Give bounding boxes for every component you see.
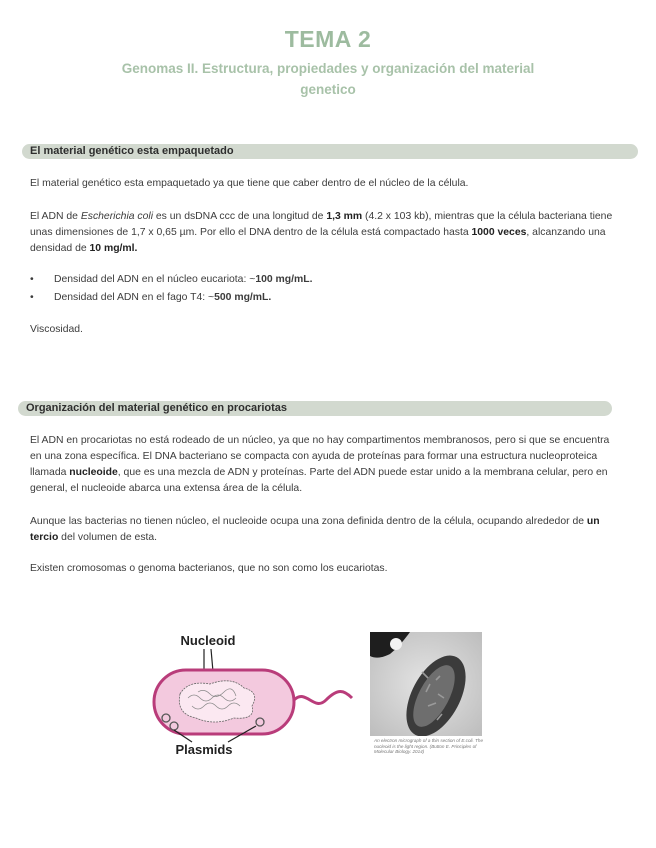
page-subtitle: Genomas II. Estructura, propiedades y organización del material genetico bbox=[121, 61, 535, 97]
bold-text: 10 mg/ml. bbox=[89, 243, 138, 254]
text: , alcanzando una densidad de bbox=[30, 227, 606, 254]
text: , que es una mezcla de ADN y proteínas. Parte del ADN puede estar unido a la membrana celular, pero en general, el nucleoide abarca una extensa área de la célula. bbox=[30, 467, 608, 494]
text: Densidad del ADN en el fago T4: ~ bbox=[54, 292, 215, 303]
electron-micrograph bbox=[370, 632, 482, 736]
paragraph: El material genético esta empaquetado ya que tiene que caber dentro de el núcleo de la célula. bbox=[30, 178, 469, 189]
section-heading-procariotas: Organización del material genético en procariotas bbox=[18, 401, 612, 416]
paragraph-nucleoide bbox=[30, 514, 614, 546]
text: es un dsDNA ccc de una longitud de bbox=[153, 211, 327, 222]
bold-text: 1,3 mm bbox=[326, 211, 363, 222]
paragraph-viscosidad: Viscosidad. bbox=[30, 324, 83, 335]
page-title: TEMA 2 bbox=[284, 26, 372, 52]
species-name: Escherichia coli bbox=[80, 211, 154, 222]
text: Aunque las bacterias no tienen núcleo, el nucleoide ocupa una zona definida dentro de la célula, ocupando alrededor de bbox=[30, 516, 587, 527]
bacterial-cell-diagram bbox=[148, 628, 354, 758]
flagellum bbox=[294, 692, 352, 704]
bold-text: un tercio bbox=[30, 516, 600, 543]
text: Densidad del ADN en el núcleo eucariota: ~ bbox=[54, 274, 256, 285]
figure-caption: An electron micrograph of a thin section of E.coli. The nucleoid is the light region. (Button E. Principles of Molecular Biology. 2014) bbox=[374, 738, 484, 755]
bold-text: nucleoide bbox=[69, 467, 118, 478]
bullet-marker: • bbox=[30, 274, 34, 285]
paragraph-cromosomas: Existen cromosomas o genoma bacterianos, que no son como los eucariotas. bbox=[30, 563, 388, 574]
text: El ADN en procariotas no está rodeado de un núcleo, ya que no hay compartimentos membranosos, pero si que se encuentra en una zona específica. El DNA bacteriano se compacta con ayuda de proteínas para formar una estructura nucleoproteica llamada bbox=[30, 435, 610, 478]
micrograph-vesicle bbox=[390, 638, 402, 650]
section-heading-empaquetado: El material genético esta empaquetado bbox=[22, 144, 638, 159]
bold-text: 500 mg/mL. bbox=[214, 292, 272, 303]
nucleoid-label: Nucleoid bbox=[180, 633, 236, 648]
text: El ADN de bbox=[30, 211, 81, 222]
paragraph-procariotas bbox=[30, 433, 614, 497]
paragraph-ecoli bbox=[30, 209, 614, 257]
bold-text: 1000 veces bbox=[471, 227, 527, 238]
text: (4.2 x 103 kb), mientras que la célula bacteriana tiene unas dimensiones de 1,7 x 0,65 µm. Por ello el DNA dentro de la célula está compactado hasta bbox=[30, 211, 613, 238]
text: del volumen de esta. bbox=[58, 532, 158, 543]
plasmids-label: Plasmids bbox=[175, 742, 233, 757]
bullet-marker: • bbox=[30, 292, 34, 303]
bold-text: 100 mg/mL. bbox=[255, 274, 313, 285]
